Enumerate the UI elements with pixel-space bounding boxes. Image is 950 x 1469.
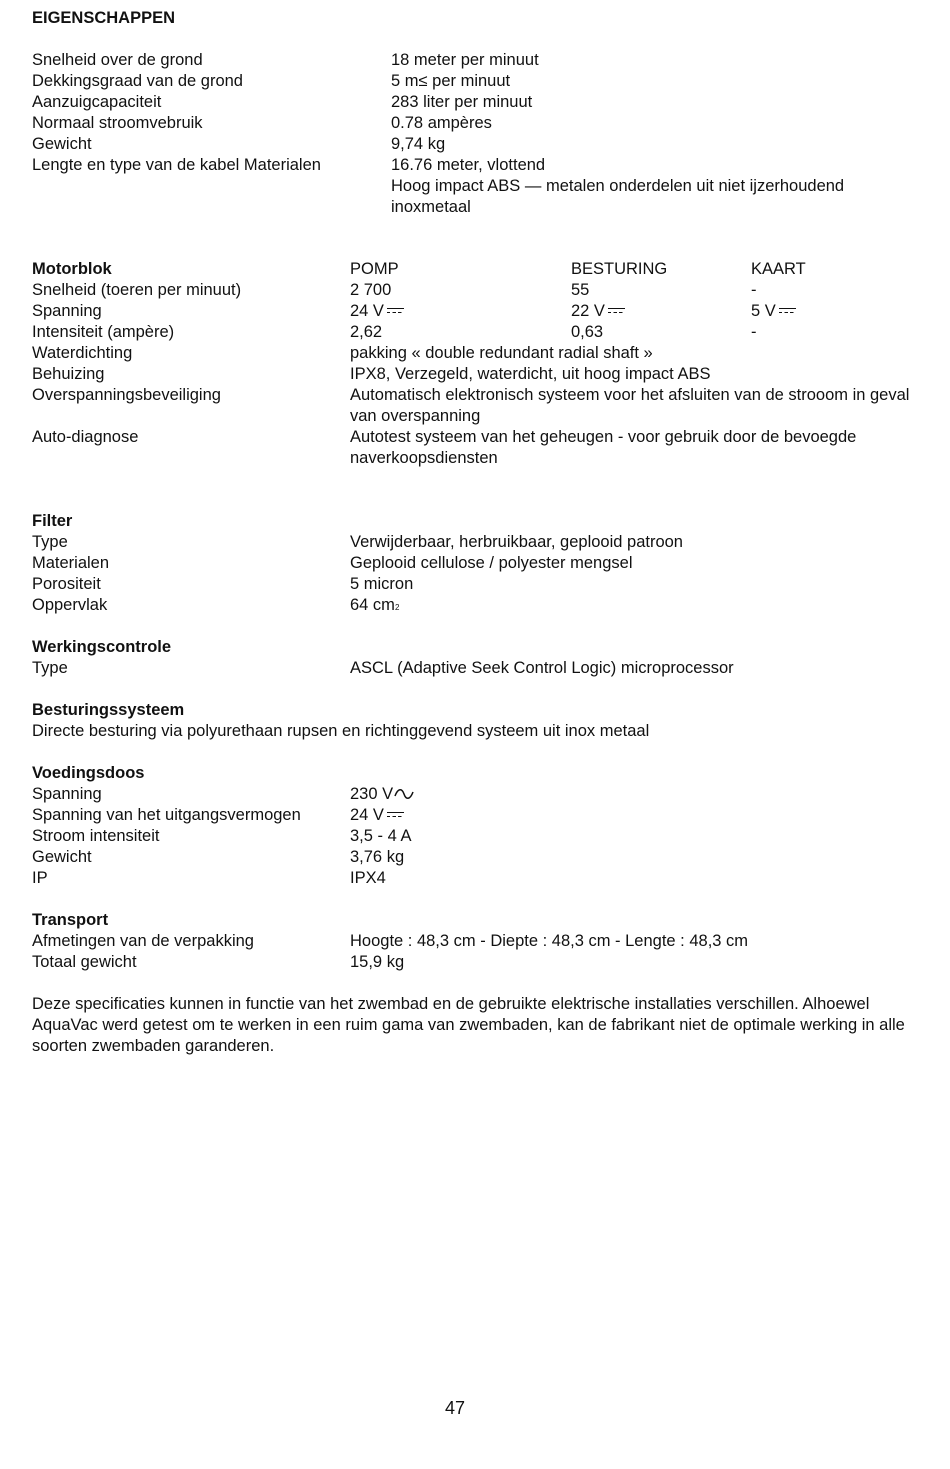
property-row	[32, 176, 912, 197]
steering-title: Besturingssysteem	[32, 701, 185, 719]
motor-housing-value: IPX8, Verzegeld, waterdicht, uit hoog impact ABS	[350, 365, 711, 383]
control-type-row	[32, 658, 912, 679]
filter-value: Geplooid cellulose / polyester mengsel	[350, 554, 633, 572]
property-label: Normaal stroomvebruik	[32, 114, 203, 132]
property-row	[32, 92, 912, 113]
filter-row	[32, 532, 912, 553]
property-value: 0.78 ampères	[391, 114, 492, 132]
motor-speed-card: -	[751, 281, 757, 299]
power-row	[32, 868, 912, 889]
motor-voltage-control: 22 V	[571, 302, 605, 320]
motor-voltage-row	[32, 301, 912, 322]
power-label: Stroom intensiteit	[32, 827, 160, 845]
property-row	[32, 197, 912, 218]
motor-overvoltage-value: Automatisch elektronisch systeem voor het afsluiten van de strooom in geval van overspanning	[350, 386, 910, 425]
power-input-label: Spanning	[32, 785, 102, 803]
control-title: Werkingscontrole	[32, 638, 172, 656]
transport-value: 15,9 kg	[350, 953, 405, 971]
direct-current-icon	[387, 812, 404, 819]
power-input-value: 230 V	[350, 785, 394, 803]
motor-voltage-pump: 24 V	[350, 302, 384, 320]
motor-autodiag-value: Autotest systeem van het geheugen - voor gebruik door de bevoegde naverkoopsdiensten	[350, 428, 857, 467]
power-section	[32, 763, 912, 889]
direct-current-icon	[387, 308, 404, 315]
transport-label: Afmetingen van de verpakking	[32, 932, 254, 950]
properties-title: EIGENSCHAPPEN	[32, 9, 176, 27]
power-output-row	[32, 805, 912, 826]
power-output-label: Spanning van het uitgangsvermogen	[32, 806, 301, 824]
filter-area-row	[32, 595, 912, 616]
direct-current-icon	[608, 308, 625, 315]
property-row	[32, 134, 912, 155]
filter-value: 5 micron	[350, 575, 414, 593]
page-number: 47	[444, 1398, 466, 1418]
transport-section	[32, 910, 912, 973]
motor-overvoltage-label: Overspanningsbeveiliging	[32, 386, 221, 404]
property-label: Gewicht	[32, 135, 92, 153]
property-row	[32, 50, 912, 71]
power-value: 3,76 kg	[350, 848, 405, 866]
motor-current-pump: 2,62	[350, 323, 383, 341]
transport-value: Hoogte : 48,3 cm - Diepte : 48,3 cm - Lengte : 48,3 cm	[350, 932, 749, 950]
power-label: Gewicht	[32, 848, 92, 866]
motor-overvoltage-row	[32, 385, 912, 427]
motor-speed-control: 55	[571, 281, 590, 299]
property-value: 9,74 kg	[391, 135, 446, 153]
motor-housing-row	[32, 364, 912, 385]
transport-label: Totaal gewicht	[32, 953, 137, 971]
property-row	[32, 113, 912, 134]
property-row	[32, 71, 912, 92]
property-label	[32, 176, 391, 197]
power-row	[32, 826, 912, 847]
spec-page	[32, 8, 912, 1057]
filter-section	[32, 511, 912, 616]
motor-waterproof-value: pakking « double redundant radial shaft »	[350, 344, 653, 362]
column-header-card: KAART	[751, 260, 806, 278]
power-output-value: 24 V	[350, 806, 384, 824]
alternating-current-icon	[394, 787, 414, 801]
property-value: 5 m≤ per minuut	[391, 72, 511, 90]
transport-row	[32, 952, 912, 973]
steering-section	[32, 700, 912, 742]
filter-row	[32, 553, 912, 574]
motor-current-label: Intensiteit (ampère)	[32, 323, 175, 341]
power-label: IP	[32, 869, 48, 887]
filter-title: Filter	[32, 512, 73, 530]
control-section	[32, 637, 912, 679]
filter-area-value: 64 cm	[350, 596, 395, 614]
power-input-row	[32, 784, 912, 805]
property-label: Snelheid over de grond	[32, 51, 203, 69]
power-title: Voedingsdoos	[32, 764, 145, 782]
disclaimer-paragraph: Deze specificaties kunnen in functie van het zwembad en de gebruikte elektrische installaties verschillen. Alhoewel AquaVac werd getest om te werken in een ruim gama van zwembaden, kan de fabrikant niet de optimale werking in alle soorten zwembaden garanderen.	[32, 995, 905, 1055]
motor-title: Motorblok	[32, 260, 112, 278]
column-header-control: BESTURING	[571, 260, 668, 278]
property-label	[32, 197, 391, 218]
filter-area-unit-suffix: 2	[394, 603, 400, 612]
filter-label: Materialen	[32, 554, 110, 572]
column-header-pump: POMP	[350, 260, 399, 278]
motor-voltage-card: 5 V	[751, 302, 776, 320]
transport-row	[32, 931, 912, 952]
control-type-value: ASCL (Adaptive Seek Control Logic) microprocessor	[350, 659, 734, 677]
property-value: inoxmetaal	[391, 198, 471, 216]
property-value: Hoog impact ABS — metalen onderdelen uit niet ijzerhoudend	[391, 177, 845, 195]
filter-area-label: Oppervlak	[32, 596, 108, 614]
property-value: 283 liter per minuut	[391, 93, 533, 111]
motor-current-card: -	[751, 323, 757, 341]
motor-waterproof-label: Waterdichting	[32, 344, 133, 362]
motor-current-control: 0,63	[571, 323, 604, 341]
direct-current-icon	[779, 308, 796, 315]
motor-current-row	[32, 322, 912, 343]
power-row	[32, 847, 912, 868]
filter-label: Type	[32, 533, 68, 551]
motor-speed-row	[32, 280, 912, 301]
filter-label: Porositeit	[32, 575, 101, 593]
motor-speed-pump: 2 700	[350, 281, 392, 299]
motor-housing-label: Behuizing	[32, 365, 105, 383]
motor-header-row	[32, 259, 912, 280]
filter-row	[32, 574, 912, 595]
motor-autodiag-row	[32, 427, 912, 469]
motor-speed-label: Snelheid (toeren per minuut)	[32, 281, 242, 299]
properties-section	[32, 8, 912, 218]
motor-voltage-label: Spanning	[32, 302, 102, 320]
property-value: 18 meter per minuut	[391, 51, 539, 69]
motor-autodiag-label: Auto-diagnose	[32, 428, 139, 446]
control-type-label: Type	[32, 659, 68, 677]
property-value: 16.76 meter, vlottend	[391, 156, 546, 174]
motor-waterproof-row	[32, 343, 912, 364]
filter-value: Verwijderbaar, herbruikbaar, geplooid patroon	[350, 533, 683, 551]
motor-section	[32, 259, 912, 469]
power-value: 3,5 - 4 A	[350, 827, 412, 845]
steering-text: Directe besturing via polyurethaan rupsen en richtinggevend systeem uit inox metaal	[32, 722, 650, 740]
property-label: Aanzuigcapaciteit	[32, 93, 162, 111]
property-label: Dekkingsgraad van de grond	[32, 72, 243, 90]
property-label: Lengte en type van de kabel Materialen	[32, 156, 321, 174]
power-value: IPX4	[350, 869, 386, 887]
transport-title: Transport	[32, 911, 109, 929]
property-row	[32, 155, 912, 176]
